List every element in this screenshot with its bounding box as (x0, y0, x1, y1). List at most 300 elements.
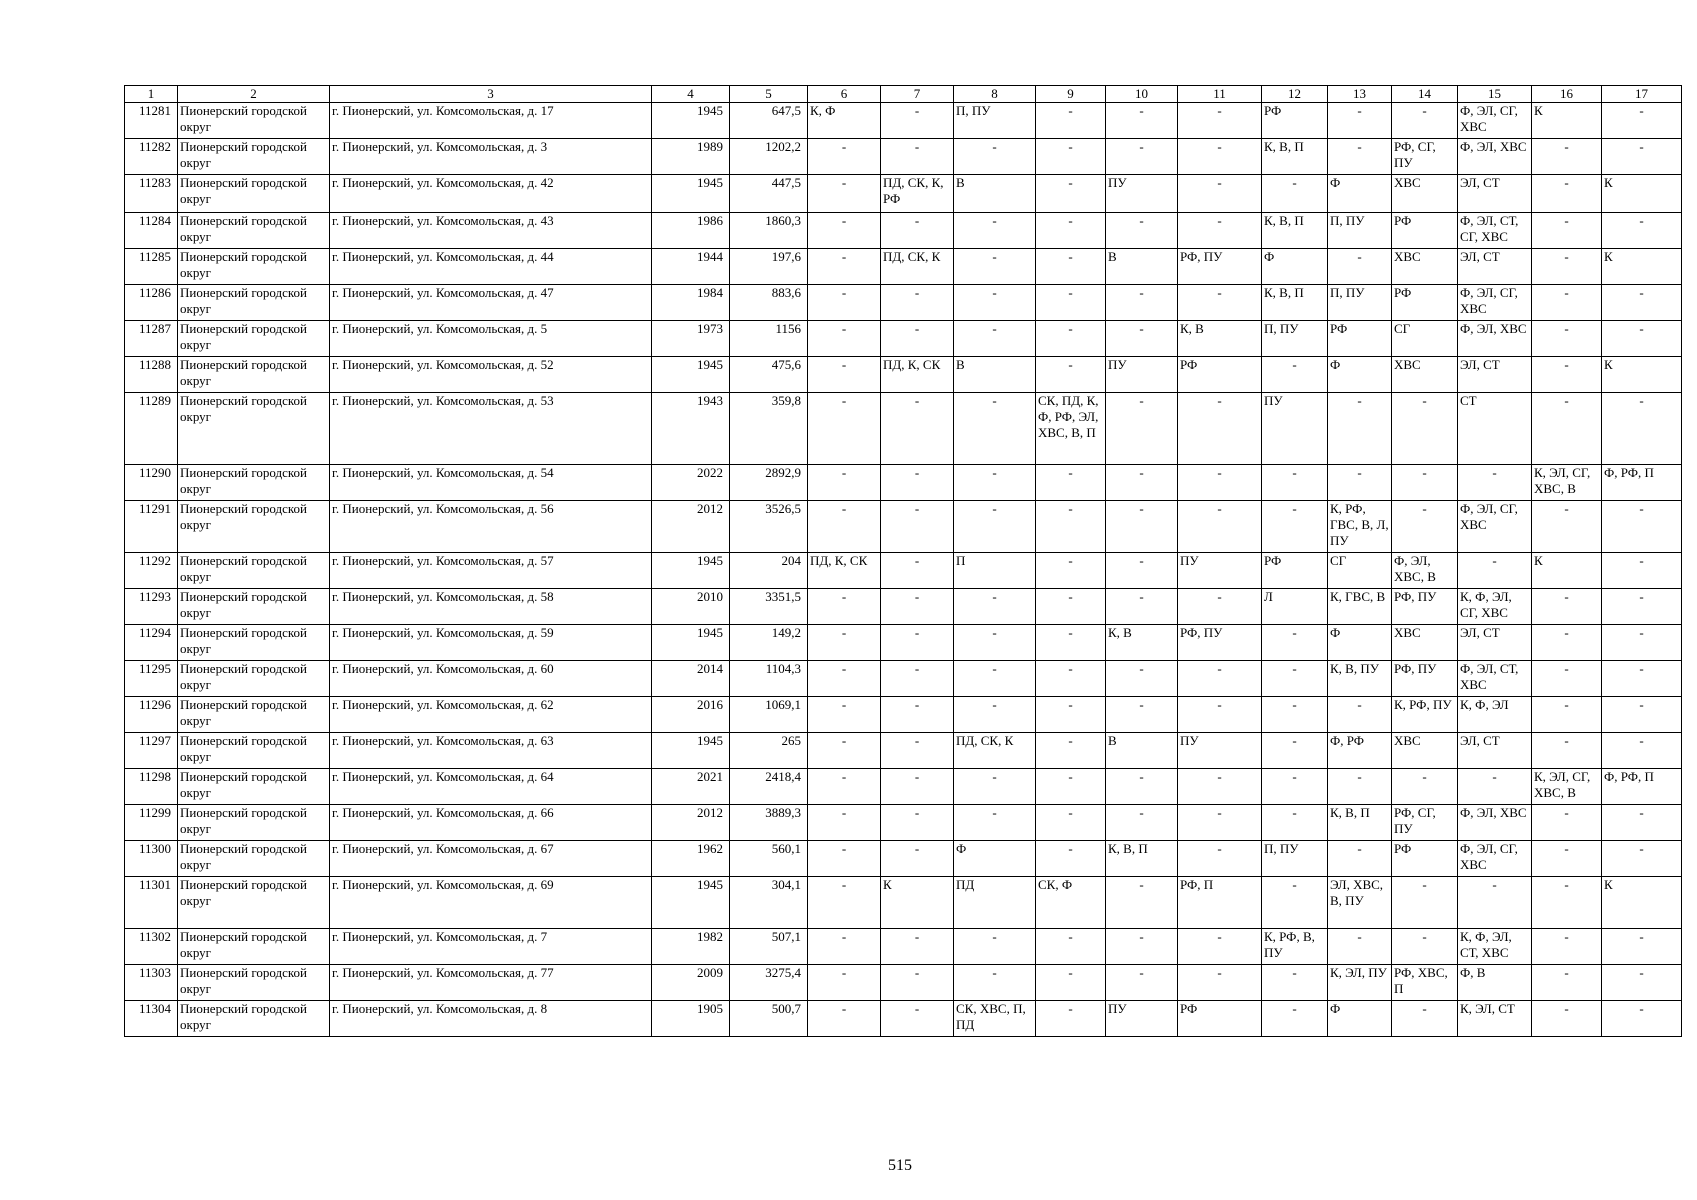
cell-col-5: 3275,4 (730, 965, 808, 1001)
cell-col-11: - (1178, 841, 1262, 877)
cell-col-17: - (1602, 393, 1682, 465)
cell-col-8: - (954, 285, 1036, 321)
cell-col-11: - (1178, 103, 1262, 139)
cell-col-14: РФ, СГ, ПУ (1392, 139, 1458, 175)
cell-col-11: ПУ (1178, 553, 1262, 589)
cell-col-9: - (1036, 929, 1106, 965)
cell-col-5: 3889,3 (730, 805, 808, 841)
cell-col-11: РФ, П (1178, 877, 1262, 929)
cell-col-12: К, В, П (1262, 139, 1328, 175)
cell-col-2: Пионерский городской округ (178, 841, 330, 877)
cell-col-12: - (1262, 877, 1328, 929)
cell-col-14: К, РФ, ПУ (1392, 697, 1458, 733)
cell-col-1: 11283 (125, 175, 178, 213)
cell-col-16: К (1532, 553, 1602, 589)
cell-col-4: 1986 (652, 213, 730, 249)
cell-col-12: К, РФ, В, ПУ (1262, 929, 1328, 965)
cell-col-2: Пионерский городской округ (178, 929, 330, 965)
cell-col-12: - (1262, 661, 1328, 697)
cell-col-4: 1945 (652, 877, 730, 929)
cell-col-1: 11287 (125, 321, 178, 357)
cell-col-17: - (1602, 841, 1682, 877)
cell-col-13: - (1328, 697, 1392, 733)
table-row (125, 357, 1682, 393)
cell-col-3: г. Пионерский, ул. Комсомольская, д. 52 (330, 357, 652, 393)
cell-col-7: - (881, 1001, 954, 1037)
cell-col-6: - (808, 697, 881, 733)
cell-col-9: - (1036, 213, 1106, 249)
cell-col-4: 1982 (652, 929, 730, 965)
cell-col-6: - (808, 393, 881, 465)
cell-col-15: Ф, ЭЛ, ХВС (1458, 321, 1532, 357)
cell-col-8: СК, ХВС, П, ПД (954, 1001, 1036, 1037)
cell-col-15: ЭЛ, СТ (1458, 175, 1532, 213)
cell-col-16: - (1532, 929, 1602, 965)
cell-col-10: - (1106, 139, 1178, 175)
cell-col-14: РФ (1392, 285, 1458, 321)
cell-col-12: П, ПУ (1262, 841, 1328, 877)
cell-col-6: - (808, 769, 881, 805)
cell-col-1: 11301 (125, 877, 178, 929)
cell-col-14: - (1392, 929, 1458, 965)
cell-col-6: - (808, 357, 881, 393)
cell-col-7: ПД, СК, К, РФ (881, 175, 954, 213)
cell-col-11: - (1178, 697, 1262, 733)
cell-col-4: 2022 (652, 465, 730, 501)
cell-col-12: - (1262, 769, 1328, 805)
cell-col-7: - (881, 697, 954, 733)
cell-col-5: 475,6 (730, 357, 808, 393)
cell-col-3: г. Пионерский, ул. Комсомольская, д. 54 (330, 465, 652, 501)
cell-col-6: - (808, 805, 881, 841)
cell-col-2: Пионерский городской округ (178, 877, 330, 929)
table-row (125, 553, 1682, 589)
cell-col-5: 1202,2 (730, 139, 808, 175)
cell-col-12: К, В, П (1262, 285, 1328, 321)
cell-col-4: 2010 (652, 589, 730, 625)
cell-col-10: - (1106, 553, 1178, 589)
cell-col-10: - (1106, 501, 1178, 553)
cell-col-2: Пионерский городской округ (178, 249, 330, 285)
cell-col-8: - (954, 213, 1036, 249)
cell-col-6: - (808, 285, 881, 321)
cell-col-10: К, В, П (1106, 841, 1178, 877)
cell-col-8: - (954, 465, 1036, 501)
cell-col-1: 11294 (125, 625, 178, 661)
cell-col-10: - (1106, 877, 1178, 929)
cell-col-16: - (1532, 625, 1602, 661)
cell-col-15: Ф, ЭЛ, СТ, ХВС (1458, 661, 1532, 697)
cell-col-14: ХВС (1392, 625, 1458, 661)
cell-col-8: - (954, 589, 1036, 625)
cell-col-12: РФ (1262, 553, 1328, 589)
cell-col-16: - (1532, 877, 1602, 929)
table-row (125, 1001, 1682, 1037)
cell-col-3: г. Пионерский, ул. Комсомольская, д. 44 (330, 249, 652, 285)
table-row (125, 733, 1682, 769)
cell-col-17: - (1602, 805, 1682, 841)
cell-col-7: - (881, 321, 954, 357)
cell-col-15: - (1458, 769, 1532, 805)
cell-col-6: - (808, 501, 881, 553)
cell-col-16: - (1532, 661, 1602, 697)
cell-col-14: РФ, ПУ (1392, 661, 1458, 697)
cell-col-3: г. Пионерский, ул. Комсомольская, д. 63 (330, 733, 652, 769)
cell-col-5: 647,5 (730, 103, 808, 139)
column-number-10: 10 (1106, 86, 1178, 103)
cell-col-5: 2418,4 (730, 769, 808, 805)
cell-col-4: 2016 (652, 697, 730, 733)
cell-col-14: СГ (1392, 321, 1458, 357)
cell-col-9: - (1036, 285, 1106, 321)
cell-col-13: Ф (1328, 625, 1392, 661)
cell-col-4: 1905 (652, 1001, 730, 1037)
cell-col-6: - (808, 249, 881, 285)
cell-col-8: П, ПУ (954, 103, 1036, 139)
table-row (125, 589, 1682, 625)
cell-col-1: 11295 (125, 661, 178, 697)
cell-col-17: - (1602, 213, 1682, 249)
cell-col-5: 1860,3 (730, 213, 808, 249)
cell-col-3: г. Пионерский, ул. Комсомольская, д. 47 (330, 285, 652, 321)
cell-col-9: - (1036, 465, 1106, 501)
cell-col-4: 1973 (652, 321, 730, 357)
cell-col-4: 1945 (652, 357, 730, 393)
cell-col-7: - (881, 139, 954, 175)
cell-col-12: - (1262, 625, 1328, 661)
cell-col-15: Ф, В (1458, 965, 1532, 1001)
cell-col-5: 1104,3 (730, 661, 808, 697)
cell-col-12: - (1262, 733, 1328, 769)
cell-col-1: 11282 (125, 139, 178, 175)
cell-col-7: - (881, 589, 954, 625)
cell-col-10: - (1106, 589, 1178, 625)
cell-col-7: - (881, 841, 954, 877)
cell-col-4: 1944 (652, 249, 730, 285)
cell-col-17: - (1602, 965, 1682, 1001)
cell-col-13: - (1328, 103, 1392, 139)
cell-col-12: - (1262, 965, 1328, 1001)
cell-col-3: г. Пионерский, ул. Комсомольская, д. 17 (330, 103, 652, 139)
cell-col-7: - (881, 393, 954, 465)
page-number: 515 (888, 1157, 912, 1174)
cell-col-10: - (1106, 465, 1178, 501)
cell-col-13: К, РФ, ГВС, В, Л, ПУ (1328, 501, 1392, 553)
cell-col-5: 2892,9 (730, 465, 808, 501)
cell-col-6: - (808, 841, 881, 877)
cell-col-7: - (881, 661, 954, 697)
cell-col-15: ЭЛ, СТ (1458, 357, 1532, 393)
cell-col-14: РФ (1392, 841, 1458, 877)
cell-col-11: - (1178, 589, 1262, 625)
cell-col-12: - (1262, 1001, 1328, 1037)
cell-col-10: ПУ (1106, 1001, 1178, 1037)
table-row (125, 213, 1682, 249)
cell-col-6: - (808, 139, 881, 175)
cell-col-10: - (1106, 661, 1178, 697)
cell-col-15: К, Ф, ЭЛ, СГ, ХВС (1458, 589, 1532, 625)
cell-col-7: - (881, 733, 954, 769)
cell-col-2: Пионерский городской округ (178, 103, 330, 139)
cell-col-17: - (1602, 285, 1682, 321)
cell-col-1: 11292 (125, 553, 178, 589)
cell-col-13: К, ЭЛ, ПУ (1328, 965, 1392, 1001)
cell-col-7: - (881, 465, 954, 501)
cell-col-13: Ф (1328, 357, 1392, 393)
cell-col-9: - (1036, 769, 1106, 805)
cell-col-8: В (954, 175, 1036, 213)
cell-col-17: - (1602, 929, 1682, 965)
cell-col-17: Ф, РФ, П (1602, 769, 1682, 805)
cell-col-9: - (1036, 321, 1106, 357)
cell-col-3: г. Пионерский, ул. Комсомольская, д. 66 (330, 805, 652, 841)
cell-col-11: - (1178, 175, 1262, 213)
cell-col-2: Пионерский городской округ (178, 213, 330, 249)
column-number-9: 9 (1036, 86, 1106, 103)
cell-col-8: ПД (954, 877, 1036, 929)
cell-col-6: - (808, 965, 881, 1001)
cell-col-1: 11302 (125, 929, 178, 965)
cell-col-11: К, В (1178, 321, 1262, 357)
cell-col-4: 2014 (652, 661, 730, 697)
cell-col-1: 11303 (125, 965, 178, 1001)
cell-col-15: К, Ф, ЭЛ (1458, 697, 1532, 733)
cell-col-17: - (1602, 733, 1682, 769)
column-number-header-row (125, 86, 1682, 103)
cell-col-16: К (1532, 103, 1602, 139)
column-number-15: 15 (1458, 86, 1532, 103)
column-number-6: 6 (808, 86, 881, 103)
cell-col-7: К (881, 877, 954, 929)
cell-col-8: Ф (954, 841, 1036, 877)
cell-col-14: РФ, ПУ (1392, 589, 1458, 625)
cell-col-13: К, В, П (1328, 805, 1392, 841)
cell-col-4: 1989 (652, 139, 730, 175)
table-row (125, 929, 1682, 965)
cell-col-15: Ф, ЭЛ, СГ, ХВС (1458, 841, 1532, 877)
cell-col-3: г. Пионерский, ул. Комсомольская, д. 56 (330, 501, 652, 553)
cell-col-4: 2009 (652, 965, 730, 1001)
table-row (125, 841, 1682, 877)
cell-col-13: - (1328, 249, 1392, 285)
cell-col-8: - (954, 393, 1036, 465)
cell-col-3: г. Пионерский, ул. Комсомольская, д. 8 (330, 1001, 652, 1037)
cell-col-4: 1945 (652, 103, 730, 139)
cell-col-15: ЭЛ, СТ (1458, 733, 1532, 769)
cell-col-15: - (1458, 553, 1532, 589)
cell-col-16: - (1532, 249, 1602, 285)
cell-col-1: 11286 (125, 285, 178, 321)
cell-col-10: - (1106, 285, 1178, 321)
column-number-11: 11 (1178, 86, 1262, 103)
cell-col-12: ПУ (1262, 393, 1328, 465)
table-row (125, 965, 1682, 1001)
cell-col-2: Пионерский городской округ (178, 139, 330, 175)
cell-col-11: - (1178, 465, 1262, 501)
cell-col-1: 11291 (125, 501, 178, 553)
cell-col-16: - (1532, 501, 1602, 553)
cell-col-8: - (954, 625, 1036, 661)
cell-col-2: Пионерский городской округ (178, 625, 330, 661)
cell-col-3: г. Пионерский, ул. Комсомольская, д. 43 (330, 213, 652, 249)
cell-col-10: - (1106, 103, 1178, 139)
cell-col-15: ЭЛ, СТ (1458, 249, 1532, 285)
cell-col-4: 1945 (652, 733, 730, 769)
table-row (125, 249, 1682, 285)
cell-col-4: 1945 (652, 553, 730, 589)
cell-col-12: К, В, П (1262, 213, 1328, 249)
cell-col-6: - (808, 589, 881, 625)
cell-col-15: Ф, ЭЛ, СТ, СГ, ХВС (1458, 213, 1532, 249)
cell-col-5: 197,6 (730, 249, 808, 285)
cell-col-3: г. Пионерский, ул. Комсомольская, д. 77 (330, 965, 652, 1001)
table-row (125, 139, 1682, 175)
table-row (125, 805, 1682, 841)
cell-col-3: г. Пионерский, ул. Комсомольская, д. 5 (330, 321, 652, 357)
cell-col-3: г. Пионерский, ул. Комсомольская, д. 69 (330, 877, 652, 929)
cell-col-12: - (1262, 697, 1328, 733)
cell-col-11: РФ (1178, 1001, 1262, 1037)
cell-col-7: - (881, 501, 954, 553)
cell-col-17: - (1602, 661, 1682, 697)
cell-col-9: - (1036, 733, 1106, 769)
cell-col-4: 1945 (652, 625, 730, 661)
cell-col-14: РФ, СГ, ПУ (1392, 805, 1458, 841)
cell-col-16: - (1532, 589, 1602, 625)
cell-col-5: 883,6 (730, 285, 808, 321)
cell-col-9: - (1036, 249, 1106, 285)
cell-col-13: СГ (1328, 553, 1392, 589)
cell-col-16: - (1532, 357, 1602, 393)
cell-col-2: Пионерский городской округ (178, 805, 330, 841)
cell-col-1: 11288 (125, 357, 178, 393)
cell-col-1: 11299 (125, 805, 178, 841)
cell-col-10: - (1106, 769, 1178, 805)
cell-col-3: г. Пионерский, ул. Комсомольская, д. 59 (330, 625, 652, 661)
cell-col-17: - (1602, 321, 1682, 357)
cell-col-3: г. Пионерский, ул. Комсомольская, д. 57 (330, 553, 652, 589)
cell-col-2: Пионерский городской округ (178, 321, 330, 357)
cell-col-17: К (1602, 175, 1682, 213)
column-number-2: 2 (178, 86, 330, 103)
cell-col-4: 2012 (652, 805, 730, 841)
cell-col-16: К, ЭЛ, СГ, ХВС, В (1532, 769, 1602, 805)
cell-col-4: 1984 (652, 285, 730, 321)
cell-col-10: - (1106, 321, 1178, 357)
cell-col-8: - (954, 697, 1036, 733)
cell-col-16: - (1532, 139, 1602, 175)
cell-col-3: г. Пионерский, ул. Комсомольская, д. 3 (330, 139, 652, 175)
cell-col-1: 11298 (125, 769, 178, 805)
cell-col-11: ПУ (1178, 733, 1262, 769)
cell-col-14: - (1392, 501, 1458, 553)
cell-col-10: В (1106, 249, 1178, 285)
cell-col-14: - (1392, 103, 1458, 139)
table-row (125, 103, 1682, 139)
cell-col-2: Пионерский городской округ (178, 697, 330, 733)
cell-col-1: 11296 (125, 697, 178, 733)
cell-col-16: - (1532, 733, 1602, 769)
cell-col-8: - (954, 321, 1036, 357)
cell-col-13: ЭЛ, ХВС, В, ПУ (1328, 877, 1392, 929)
cell-col-4: 1945 (652, 175, 730, 213)
cell-col-9: - (1036, 175, 1106, 213)
cell-col-4: 1943 (652, 393, 730, 465)
cell-col-7: - (881, 805, 954, 841)
cell-col-8: П (954, 553, 1036, 589)
cell-col-6: ПД, К, СК (808, 553, 881, 589)
table-row (125, 321, 1682, 357)
cell-col-9: - (1036, 501, 1106, 553)
cell-col-9: - (1036, 661, 1106, 697)
cell-col-11: - (1178, 661, 1262, 697)
column-number-5: 5 (730, 86, 808, 103)
column-number-14: 14 (1392, 86, 1458, 103)
cell-col-15: Ф, ЭЛ, ХВС (1458, 805, 1532, 841)
cell-col-14: - (1392, 465, 1458, 501)
table-row (125, 697, 1682, 733)
cell-col-9: - (1036, 805, 1106, 841)
cell-col-11: - (1178, 285, 1262, 321)
cell-col-5: 500,7 (730, 1001, 808, 1037)
cell-col-10: ПУ (1106, 175, 1178, 213)
cell-col-8: - (954, 769, 1036, 805)
cell-col-2: Пионерский городской округ (178, 769, 330, 805)
cell-col-7: - (881, 769, 954, 805)
cell-col-11: РФ, ПУ (1178, 249, 1262, 285)
cell-col-15: СТ (1458, 393, 1532, 465)
column-number-17: 17 (1602, 86, 1682, 103)
cell-col-13: РФ (1328, 321, 1392, 357)
cell-col-1: 11290 (125, 465, 178, 501)
cell-col-10: - (1106, 393, 1178, 465)
cell-col-9: - (1036, 139, 1106, 175)
cell-col-6: - (808, 929, 881, 965)
cell-col-2: Пионерский городской округ (178, 465, 330, 501)
cell-col-1: 11300 (125, 841, 178, 877)
cell-col-11: - (1178, 393, 1262, 465)
cell-col-15: - (1458, 465, 1532, 501)
cell-col-8: - (954, 501, 1036, 553)
cell-col-17: Ф, РФ, П (1602, 465, 1682, 501)
cell-col-3: г. Пионерский, ул. Комсомольская, д. 58 (330, 589, 652, 625)
cell-col-10: ПУ (1106, 357, 1178, 393)
cell-col-16: - (1532, 697, 1602, 733)
cell-col-6: - (808, 877, 881, 929)
cell-col-9: - (1036, 625, 1106, 661)
cell-col-15: К, ЭЛ, СТ (1458, 1001, 1532, 1037)
cell-col-8: - (954, 661, 1036, 697)
cell-col-17: К (1602, 249, 1682, 285)
cell-col-15: К, Ф, ЭЛ, СТ, ХВС (1458, 929, 1532, 965)
cell-col-16: - (1532, 393, 1602, 465)
cell-col-10: В (1106, 733, 1178, 769)
cell-col-5: 447,5 (730, 175, 808, 213)
cell-col-14: ХВС (1392, 175, 1458, 213)
cell-col-5: 265 (730, 733, 808, 769)
cell-col-11: - (1178, 139, 1262, 175)
cell-col-1: 11304 (125, 1001, 178, 1037)
cell-col-5: 149,2 (730, 625, 808, 661)
cell-col-9: - (1036, 965, 1106, 1001)
cell-col-17: - (1602, 103, 1682, 139)
table-row (125, 625, 1682, 661)
table-body (125, 103, 1682, 1037)
cell-col-1: 11281 (125, 103, 178, 139)
cell-col-9: СК, ПД, К, Ф, РФ, ЭЛ, ХВС, В, П (1036, 393, 1106, 465)
cell-col-16: - (1532, 841, 1602, 877)
cell-col-12: - (1262, 175, 1328, 213)
